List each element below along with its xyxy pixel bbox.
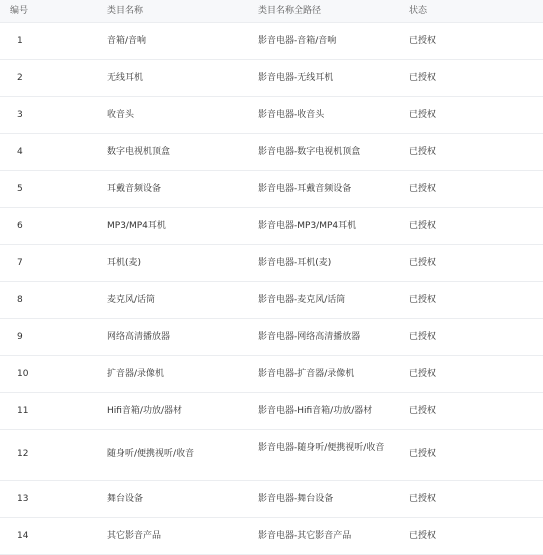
- row-path: 影音电器-其它影音产品: [258, 531, 352, 541]
- row-name: MP3/MP4耳机: [107, 221, 166, 231]
- row-name: 数字电视机顶盒: [107, 147, 171, 157]
- row-num: 5: [17, 184, 23, 194]
- row-name: Hifi音箱/功放/器材: [107, 406, 183, 416]
- row-path: 影音电器-音箱/音响: [258, 36, 337, 46]
- row-status: 已授权: [409, 332, 437, 342]
- row-status: 已授权: [409, 147, 437, 157]
- row-path: 影音电器-MP3/MP4耳机: [258, 221, 357, 231]
- header-path: 类目名称全路径: [258, 6, 322, 16]
- row-num: 9: [17, 332, 23, 342]
- row-num: 14: [17, 531, 29, 541]
- row-name: 麦克风/话筒: [107, 295, 156, 305]
- row-path: 影音电器-麦克风/话筒: [258, 295, 346, 305]
- header-name: 类目名称: [107, 6, 144, 16]
- row-status: 已授权: [409, 369, 437, 379]
- row-status: 已授权: [409, 110, 437, 120]
- header-num: 编号: [10, 6, 29, 16]
- table-row: [0, 97, 543, 134]
- row-path: 影音电器-收音头: [258, 110, 325, 120]
- row-path: 影音电器-耳机(麦): [258, 258, 332, 268]
- table-header: [0, 0, 543, 23]
- table-row: [0, 60, 543, 97]
- row-name: 扩音器/录像机: [107, 369, 165, 379]
- table-row: [0, 208, 543, 245]
- row-num: 8: [17, 295, 23, 305]
- table-row: [0, 245, 543, 282]
- row-name: 音箱/音响: [107, 36, 147, 46]
- table-row: [0, 481, 543, 518]
- row-num: 12: [17, 449, 29, 459]
- table-row: [0, 171, 543, 208]
- row-name: 收音头: [107, 110, 135, 120]
- table-row: [0, 282, 543, 319]
- row-name: 随身听/便携视听/收音: [107, 449, 195, 459]
- row-num: 13: [17, 494, 29, 504]
- row-path: 影音电器-随身听/便携视听/收音: [258, 443, 385, 453]
- row-num: 6: [17, 221, 23, 231]
- row-path: 影音电器-数字电视机顶盒: [258, 147, 361, 157]
- table-row: [0, 393, 543, 430]
- table-row: [0, 356, 543, 393]
- row-name: 网络高清播放器: [107, 332, 171, 342]
- row-name: 耳机(麦): [107, 258, 142, 268]
- row-status: 已授权: [409, 406, 437, 416]
- row-num: 4: [17, 147, 23, 157]
- row-path: 影音电器-舞台设备: [258, 494, 334, 504]
- row-status: 已授权: [409, 449, 437, 459]
- row-name: 耳戴音频设备: [107, 184, 162, 194]
- row-name: 其它影音产品: [107, 531, 162, 541]
- row-num: 11: [17, 406, 29, 416]
- row-name: 无线耳机: [107, 73, 144, 83]
- row-path: 影音电器-耳戴音频设备: [258, 184, 352, 194]
- table-row: [0, 134, 543, 171]
- row-status: 已授权: [409, 184, 437, 194]
- row-name: 舞台设备: [107, 494, 144, 504]
- row-path: 影音电器-无线耳机: [258, 73, 334, 83]
- row-status: 已授权: [409, 258, 437, 268]
- table-row: [0, 23, 543, 60]
- row-status: 已授权: [409, 221, 437, 231]
- row-status: 已授权: [409, 295, 437, 305]
- row-path: 影音电器-扩音器/录像机: [258, 369, 355, 379]
- header-status: 状态: [409, 6, 428, 16]
- row-status: 已授权: [409, 36, 437, 46]
- row-path: 影音电器-Hifi音箱/功放/器材: [258, 406, 373, 416]
- row-status: 已授权: [409, 73, 437, 83]
- table-row: [0, 430, 543, 481]
- row-num: 2: [17, 73, 23, 83]
- row-status: 已授权: [409, 531, 437, 541]
- row-num: 10: [17, 369, 29, 379]
- row-num: 3: [17, 110, 23, 120]
- table-row: [0, 319, 543, 356]
- row-num: 1: [17, 36, 23, 46]
- table-row: [0, 518, 543, 555]
- row-path: 影音电器-网络高清播放器: [258, 332, 361, 342]
- row-status: 已授权: [409, 494, 437, 504]
- row-num: 7: [17, 258, 23, 268]
